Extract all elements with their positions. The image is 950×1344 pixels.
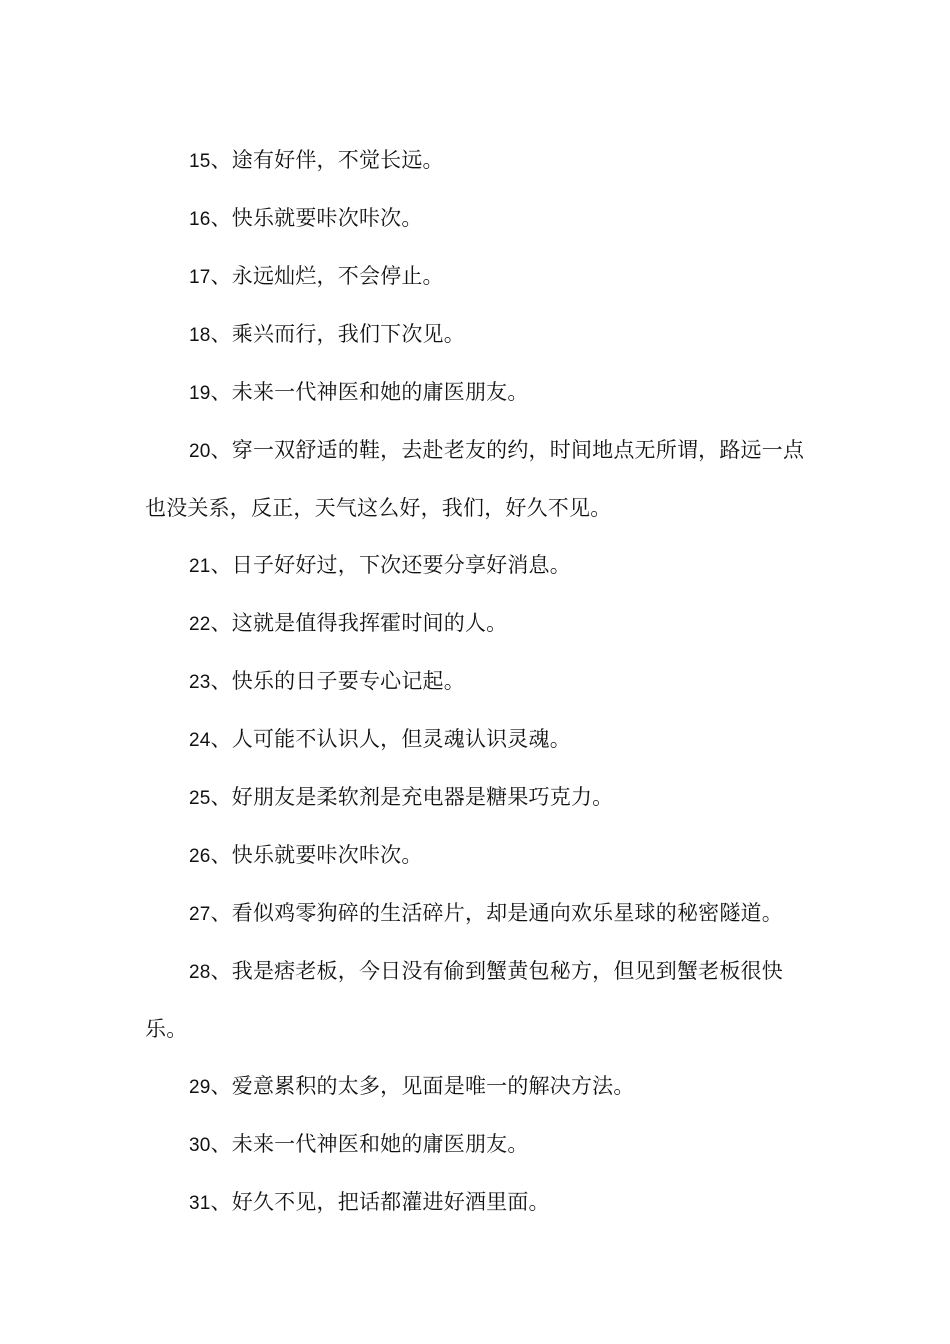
- item-text: 、看似鸡零狗碎的生活碎片，却是通向欢乐星球的秘密隧道。: [210, 901, 783, 925]
- item-number: 17: [189, 267, 211, 288]
- list-item: [145, 306, 808, 364]
- list-item: [145, 537, 808, 595]
- item-number: 28: [189, 962, 211, 983]
- item-text: 、快乐的日子要专心记起。: [210, 669, 465, 693]
- item-text: 、永远灿烂，不会停止。: [210, 264, 444, 288]
- item-text: 、这就是值得我挥霍时间的人。: [210, 611, 508, 635]
- item-text: 、我是痞老板，今日没有偷到蟹黄包秘方，但见到蟹老板很快乐。: [145, 959, 783, 1041]
- list-item: [145, 827, 808, 885]
- list-item: [145, 1174, 808, 1232]
- item-text: 、快乐就要咔次咔次。: [210, 206, 423, 230]
- item-text: 、穿一双舒适的鞋，去赴老友的约，时间地点无所谓，路远一点也没关系，反正，天气这么好，我们，好久不见。: [145, 438, 805, 520]
- item-text: 、途有好伴，不觉长远。: [210, 148, 444, 172]
- item-number: 30: [189, 1135, 211, 1156]
- item-text: 、未来一代神医和她的庸医朋友。: [210, 1132, 529, 1156]
- list-item: [145, 653, 808, 711]
- list-item: [145, 769, 808, 827]
- item-text: 、未来一代神医和她的庸医朋友。: [210, 380, 529, 404]
- item-text: 、乘兴而行，我们下次见。: [210, 322, 465, 346]
- item-number: 25: [189, 788, 211, 809]
- list-item: [145, 248, 808, 306]
- list-item: [145, 595, 808, 653]
- list-item: [145, 885, 808, 943]
- list-item: [145, 132, 808, 190]
- list-item: [145, 422, 808, 537]
- item-number: 24: [189, 730, 211, 751]
- item-text: 、人可能不认识人，但灵魂认识灵魂。: [210, 727, 571, 751]
- item-number: 20: [189, 441, 211, 462]
- item-text: 、快乐就要咔次咔次。: [210, 843, 423, 867]
- item-number: 15: [189, 151, 211, 172]
- list-item: [145, 190, 808, 248]
- list-item: [145, 364, 808, 422]
- item-number: 26: [189, 846, 211, 867]
- list-item: [145, 943, 808, 1058]
- item-text: 、好久不见，把话都灌进好酒里面。: [210, 1190, 550, 1214]
- item-number: 22: [189, 614, 211, 635]
- item-number: 16: [189, 209, 211, 230]
- item-text: 、爱意累积的太多，见面是唯一的解决方法。: [210, 1074, 635, 1098]
- item-number: 21: [189, 556, 211, 577]
- item-number: 23: [189, 672, 211, 693]
- document-body: [145, 132, 808, 1232]
- item-number: 18: [189, 325, 211, 346]
- item-number: 31: [189, 1193, 211, 1214]
- list-item: [145, 1058, 808, 1116]
- item-number: 27: [189, 904, 211, 925]
- list-item: [145, 711, 808, 769]
- item-text: 、好朋友是柔软剂是充电器是糖果巧克力。: [210, 785, 614, 809]
- list-item: [145, 1116, 808, 1174]
- item-number: 29: [189, 1077, 211, 1098]
- item-text: 、日子好好过，下次还要分享好消息。: [210, 553, 571, 577]
- item-number: 19: [189, 383, 211, 404]
